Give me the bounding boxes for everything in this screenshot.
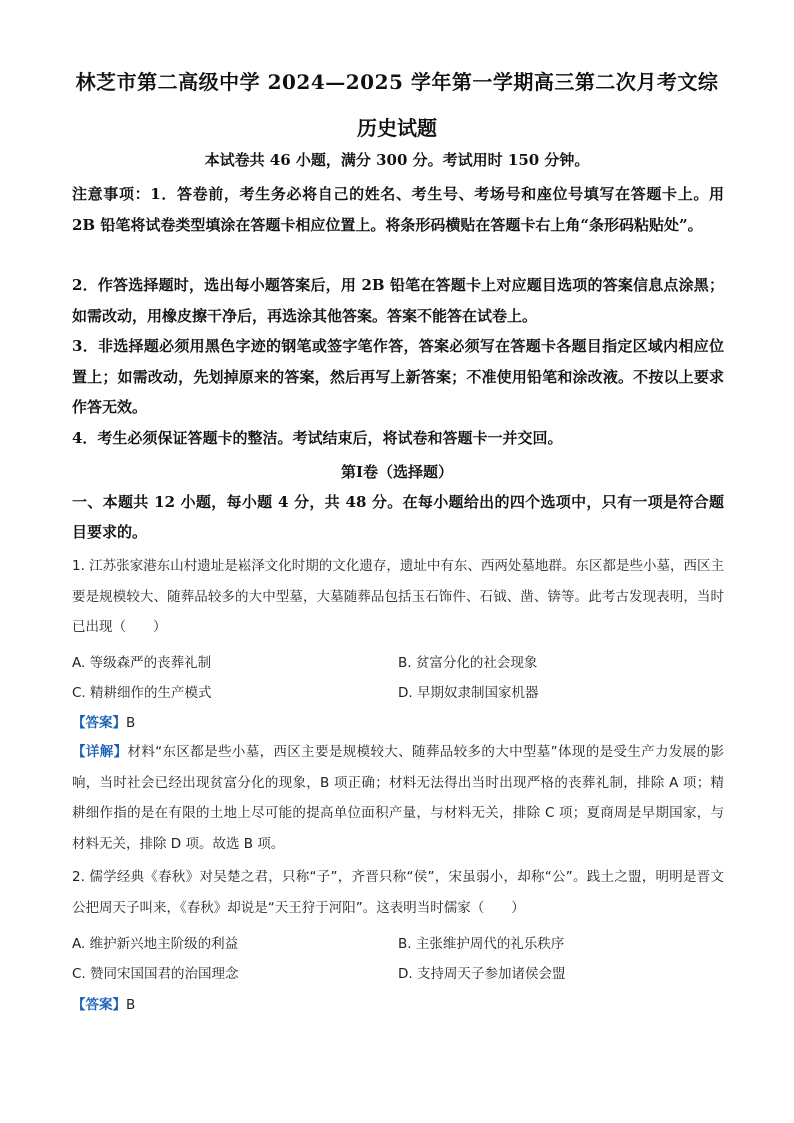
answer-value: B bbox=[126, 715, 136, 731]
question-1-option-c: C. 精耕细作的生产模式 bbox=[72, 685, 212, 701]
answer-label: 【答案】 bbox=[72, 715, 126, 731]
answer-label: 【答案】 bbox=[72, 997, 126, 1013]
question-1-answer bbox=[72, 711, 135, 731]
section-instructions: 一、本题共 12 小题，每小题 4 分，共 48 分。在每小题给出的四个选项中，只有一项是符合题目要求的。 bbox=[72, 493, 724, 541]
question-2-answer bbox=[72, 993, 135, 1013]
question-1-option-b: B. 贫富分化的社会现象 bbox=[398, 655, 538, 671]
explanation-text: 材料“东区都是些小墓，西区主要是规模较大、随葬品较多的大中型墓”体现的是受生产力发展的影响，当时社会已经出现贫富分化的现象，B 项正确；材料无法得出当时出现严格的丧葬礼制，排除 A 项；精耕细作指的是在有限的土地上尽可能的提高单位面积产量，与材料无关，排除 C 项；夏商周是早期国家，与材料无关，排除 D 项。故选 B 项。 bbox=[72, 744, 724, 852]
notice-item-4: 4．考生必须保证答题卡的整洁。考试结束后，将试卷和答题卡一并交回。 bbox=[72, 429, 563, 447]
explanation-label: 【详解】 bbox=[72, 744, 128, 760]
question-1-stem: 1. 江苏张家港东山村遗址是崧泽文化时期的文化遗存，遗址中有东、西两处墓地群。东区都是些小墓，西区主要是规模较大、随葬品较多的大中型墓，大墓随葬品包括玉石饰件、石钺、凿、锛等。此考古发现表明，当时已出现（ ） bbox=[72, 558, 724, 635]
question-1-option-a: A. 等级森严的丧葬礼制 bbox=[72, 655, 212, 671]
notice-item-1: 注意事项：1．答卷前，考生务必将自己的姓名、考生号、考场号和座位号填写在答题卡上。用 2B 铅笔将试卷类型填涂在答题卡相应位置上。将条形码横贴在答题卡右上角“条形码粘贴处”。 bbox=[72, 185, 724, 234]
question-1-explanation bbox=[72, 737, 724, 859]
exam-info: 本试卷共 46 小题，满分 300 分。考试用时 150 分钟。 bbox=[204, 151, 590, 169]
answer-value: B bbox=[126, 997, 136, 1013]
notice-item-3: 3．非选择题必须用黑色字迹的钢笔或签字笔作答，答案必须写在答题卡各题目指定区域内相应位置上；如需改动，先划掉原来的答案，然后再写上新答案；不准使用铅笔和涂改液。不按以上要求作答无效。 bbox=[72, 337, 724, 416]
question-2-option-c: C. 赞同宋国国君的治国理念 bbox=[72, 966, 239, 982]
section-title: 第Ⅰ卷（选择题） bbox=[340, 463, 454, 481]
question-1-option-d: D. 早期奴隶制国家机器 bbox=[398, 685, 539, 701]
question-2-option-b: B. 主张维护周代的礼乐秩序 bbox=[398, 936, 565, 952]
subject-title: 历史试题 bbox=[357, 116, 437, 140]
exam-title: 林芝市第二高级中学 2024—2025 学年第一学期高三第二次月考文综 bbox=[75, 70, 719, 94]
question-2-option-a: A. 维护新兴地主阶级的利益 bbox=[72, 936, 239, 952]
notice-item-2: 2．作答选择题时，选出每小题答案后，用 2B 铅笔在答题卡上对应题目选项的答案信息点涂黑；如需改动，用橡皮擦干净后，再选涂其他答案。答案不能答在试卷上。 bbox=[72, 276, 724, 325]
question-2-option-d: D. 支持周天子参加诸侯会盟 bbox=[398, 966, 566, 982]
question-2-stem: 2. 儒学经典《春秋》对吴楚之君，只称“子”，齐晋只称“侯”，宋虽弱小，却称“公”。践土之盟，明明是晋文公把周天子叫来，《春秋》却说是“天王狩于河阳”。这表明当时儒家（ ） bbox=[72, 869, 724, 916]
